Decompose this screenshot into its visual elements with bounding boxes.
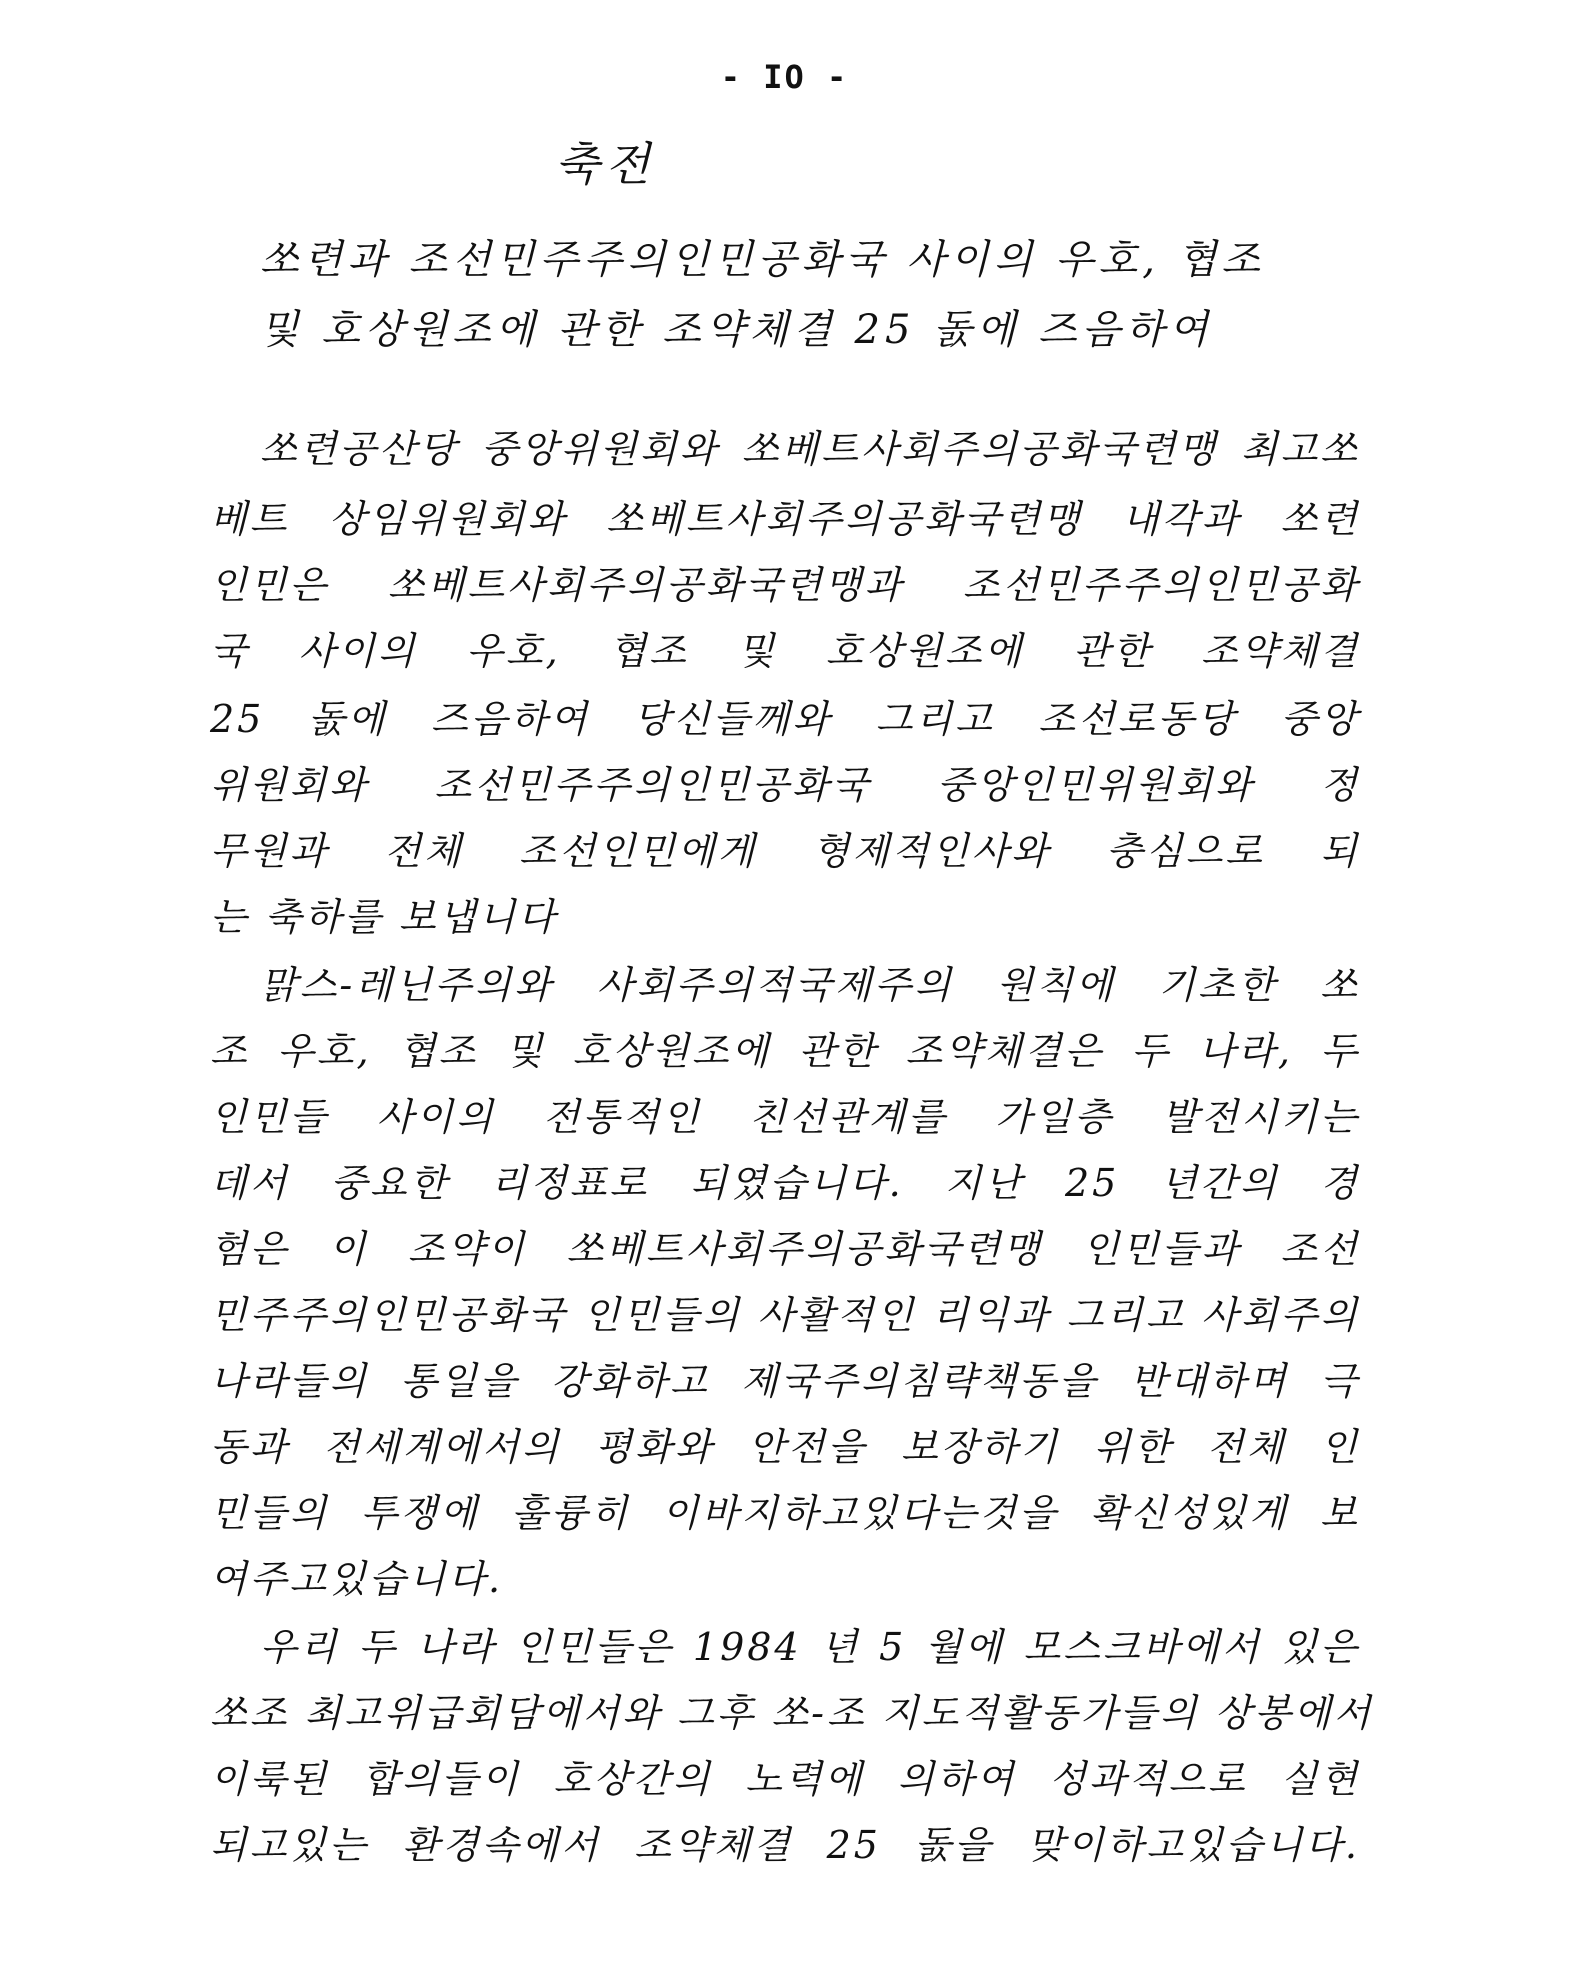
body-line: 인민들 사이의 전통적인 친선관계를 가일층 발전시키는 [210, 1095, 1360, 1139]
page-number: - IO - [720, 58, 849, 96]
body-line: 데서 중요한 리정표로 되였습니다. 지난 25 년간의 경 [210, 1161, 1360, 1205]
subtitle-line: 및 호상원조에 관한 조약체결 25 돐에 즈음하여 [260, 307, 1213, 353]
body-line: 맑스-레닌주의와 사회주의적국제주의 원칙에 기초한 쏘 [260, 963, 1360, 1007]
body-line: 험은 이 조약이 쏘베트사회주의공화국련맹 인민들과 조선 [210, 1227, 1360, 1271]
body-line: 민들의 투쟁에 훌륭히 이바지하고있다는것을 확신성있게 보 [210, 1491, 1360, 1535]
subtitle-line: 쏘련과 조선민주주의인민공화국 사이의 우호, 협조 [260, 237, 1266, 283]
body-line: 우리 두 나라 인민들은 1984 년 5 월에 모스크바에서 있은 [260, 1625, 1360, 1669]
body-line: 쏘조 최고위급회담에서와 그후 쏘-조 지도적활동가들의 상봉에서 [210, 1691, 1374, 1735]
body-line: 이룩된 합의들이 호상간의 노력에 의하여 성과적으로 실현 [210, 1757, 1360, 1801]
body-line: 무원과 전체 조선인민에게 형제적인사와 충심으로 되 [210, 829, 1360, 873]
body-line: 쏘련공산당 중앙위원회와 쏘베트사회주의공화국련맹 최고쏘 [260, 427, 1360, 471]
body-line: 나라들의 통일을 강화하고 제국주의침략책동을 반대하며 극 [210, 1359, 1360, 1403]
body-line: 여주고있습니다. [210, 1557, 504, 1601]
body-line: 민주주의인민공화국 인민들의 사활적인 리익과 그리고 사회주의 [210, 1293, 1360, 1337]
body-line: 는 축하를 보냅니다 [210, 895, 558, 939]
body-line: 위원회와 조선민주주의인민공화국 중앙인민위원회와 정 [210, 763, 1360, 807]
body-line: 베트 상임위원회와 쏘베트사회주의공화국련맹 내각과 쏘련 [210, 497, 1360, 541]
body-line: 25 돐에 즈음하여 당신들께와 그리고 조선로동당 중앙 [210, 697, 1360, 741]
document-heading: 축전 [555, 137, 656, 191]
body-line: 국 사이의 우호, 협조 및 호상원조에 관한 조약체결 [210, 629, 1360, 673]
body-line: 되고있는 환경속에서 조약체결 25 돐을 맞이하고있습니다. [210, 1823, 1360, 1867]
body-line: 조 우호, 협조 및 호상원조에 관한 조약체결은 두 나라, 두 [210, 1029, 1360, 1073]
body-line: 인민은 쏘베트사회주의공화국련맹과 조선민주주의인민공화 [210, 563, 1360, 607]
body-line: 동과 전세계에서의 평화와 안전을 보장하기 위한 전체 인 [210, 1425, 1360, 1469]
